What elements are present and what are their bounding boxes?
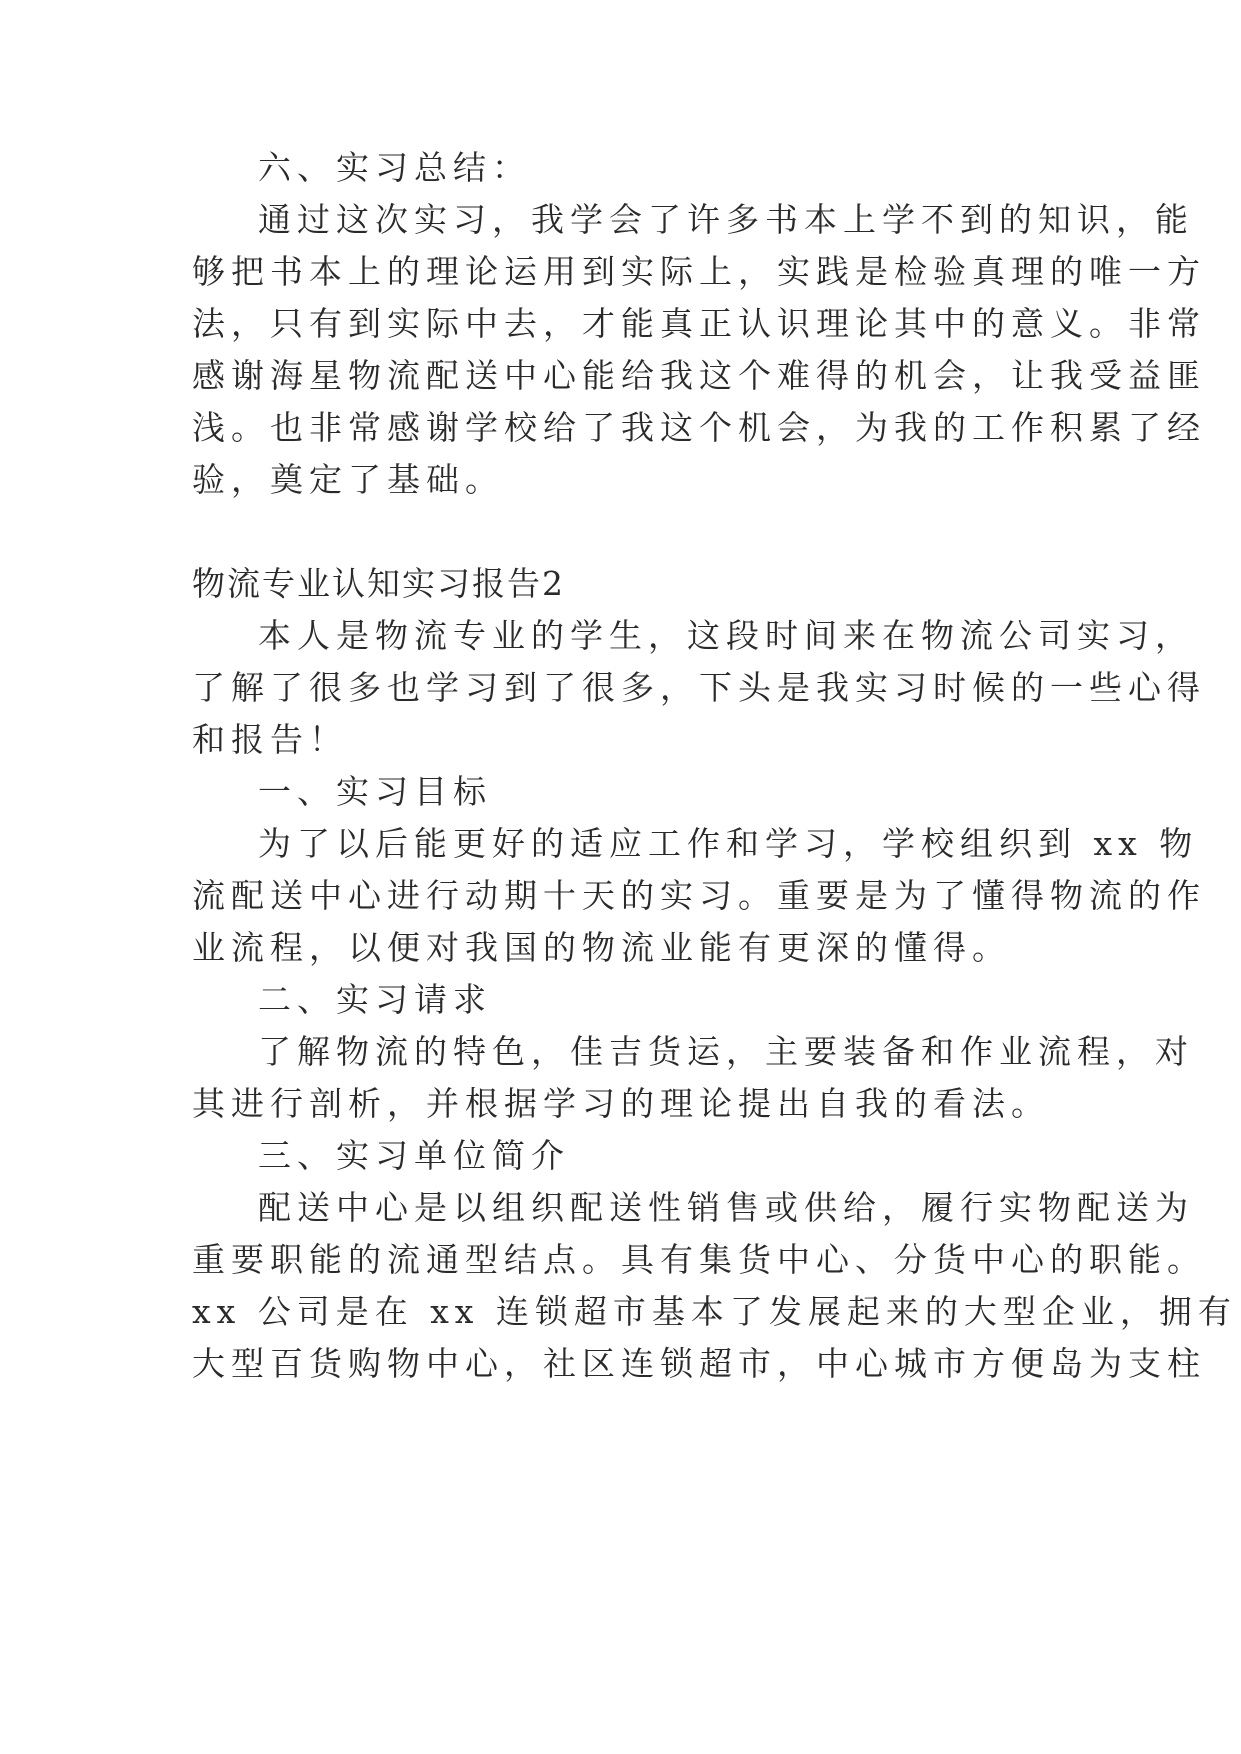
paragraph-line: 法，只有到实际中去，才能真正认识理论其中的意义。非常 bbox=[192, 304, 1206, 343]
paragraph-line: 业流程，以便对我国的物流业能有更深的懂得。 bbox=[192, 928, 1011, 967]
paragraph-line: 重要职能的流通型结点。具有集货中心、分货中心的职能。 bbox=[192, 1240, 1206, 1279]
paragraph-line: 为了以后能更好的适应工作和学习，学校组织到 xx 物 bbox=[258, 824, 1199, 863]
paragraph-line: 本人是物流专业的学生，这段时间来在物流公司实习， bbox=[258, 616, 1194, 655]
unit-heading: 三、实习单位简介 bbox=[258, 1136, 570, 1175]
goal-heading: 一、实习目标 bbox=[258, 772, 492, 811]
report-title: 物流专业认知实习报告2 bbox=[192, 564, 565, 603]
paragraph-line: 够把书本上的理论运用到实际上，实践是检验真理的唯一方 bbox=[192, 252, 1206, 291]
paragraph-line: 流配送中心进行动期十天的实习。重要是为了懂得物流的作 bbox=[192, 876, 1206, 915]
paragraph-line: 感谢海星物流配送中心能给我这个难得的机会，让我受益匪 bbox=[192, 356, 1206, 395]
paragraph-line: 通过这次实习，我学会了许多书本上学不到的知识，能 bbox=[258, 200, 1194, 239]
paragraph-line: 和报告！ bbox=[192, 720, 348, 759]
section-six-heading: 六、实习总结： bbox=[258, 148, 531, 187]
paragraph-line: 验，奠定了基础。 bbox=[192, 460, 504, 499]
paragraph-line: xx 公司是在 xx 连锁超市基本了发展起来的大型企业，拥有 bbox=[192, 1292, 1237, 1331]
paragraph-line: 其进行剖析，并根据学习的理论提出自我的看法。 bbox=[192, 1084, 1050, 1123]
request-heading: 二、实习请求 bbox=[258, 980, 492, 1019]
paragraph-line: 了解了很多也学习到了很多，下头是我实习时候的一些心得 bbox=[192, 668, 1206, 707]
paragraph-line: 了解物流的特色，佳吉货运，主要装备和作业流程，对 bbox=[258, 1032, 1194, 1071]
paragraph-line: 大型百货购物中心，社区连锁超市，中心城市方便岛为支柱 bbox=[192, 1344, 1206, 1383]
paragraph-line: 配送中心是以组织配送性销售或供给，履行实物配送为 bbox=[258, 1188, 1194, 1227]
paragraph-line: 浅。也非常感谢学校给了我这个机会，为我的工作积累了经 bbox=[192, 408, 1206, 447]
